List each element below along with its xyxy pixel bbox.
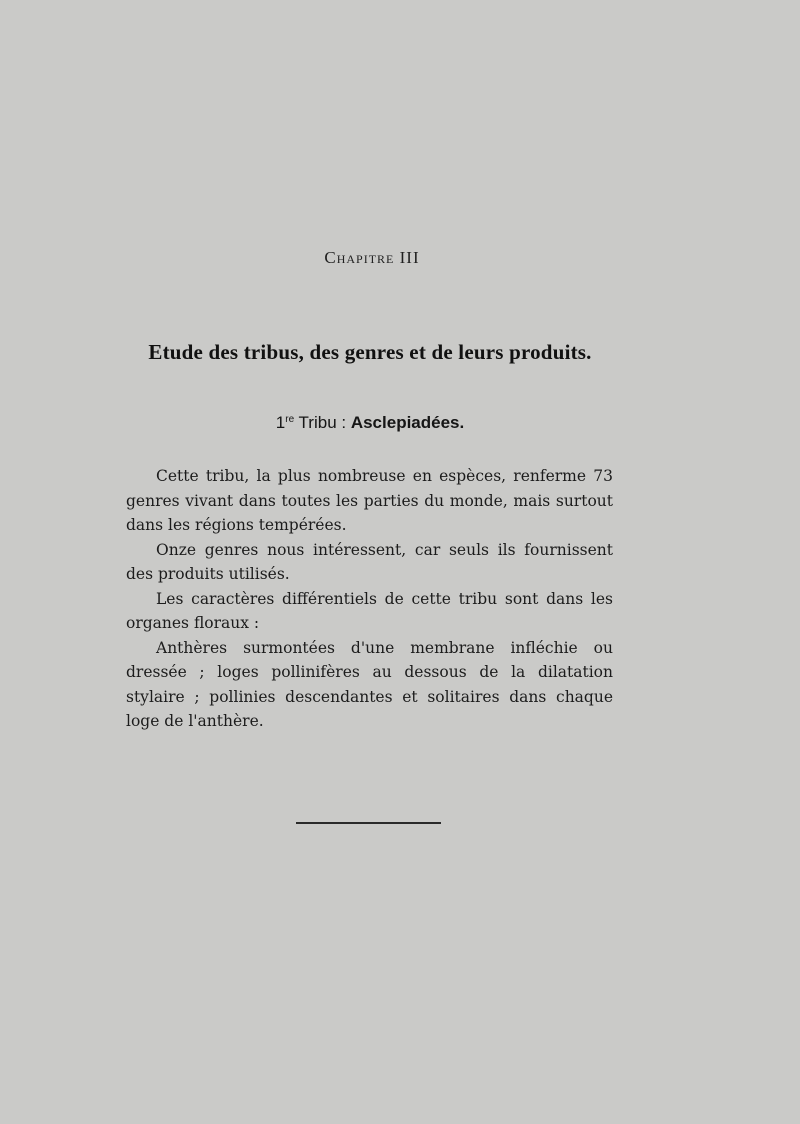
tribe-ordinal-suffix: re — [285, 414, 295, 425]
tribe-name: Asclepiadées. — [350, 413, 465, 432]
paragraph: Les caractères différentiels de cette tribu sont dans les organes floraux : — [126, 589, 613, 632]
tribe-number: 1 — [275, 413, 286, 432]
paragraph: Anthères surmontées d'une membrane infléchie ou dressée ; loges pollinifères au dessous de la dilatation stylaire ; pollinies descendantes et solitaires dans chaque loge de l'anthère. — [126, 638, 613, 730]
tribe-prefix: Tribu : — [294, 413, 351, 432]
paragraph: Cette tribu, la plus nombreuse en espèces, renferme 73 genres vivant dans toutes les parties du monde, mais surtout dans les régions tempérées. — [126, 467, 613, 534]
body-text — [126, 464, 613, 734]
section-divider-rule — [296, 822, 441, 824]
page-title: Etude des tribus, des genres et de leurs produits. — [148, 340, 592, 364]
chapter-heading: Chapitre III — [324, 248, 420, 267]
tribe-heading — [0, 413, 740, 433]
paragraph: Onze genres nous intéressent, car seuls ils fournissent des produits utilisés. — [126, 540, 613, 583]
